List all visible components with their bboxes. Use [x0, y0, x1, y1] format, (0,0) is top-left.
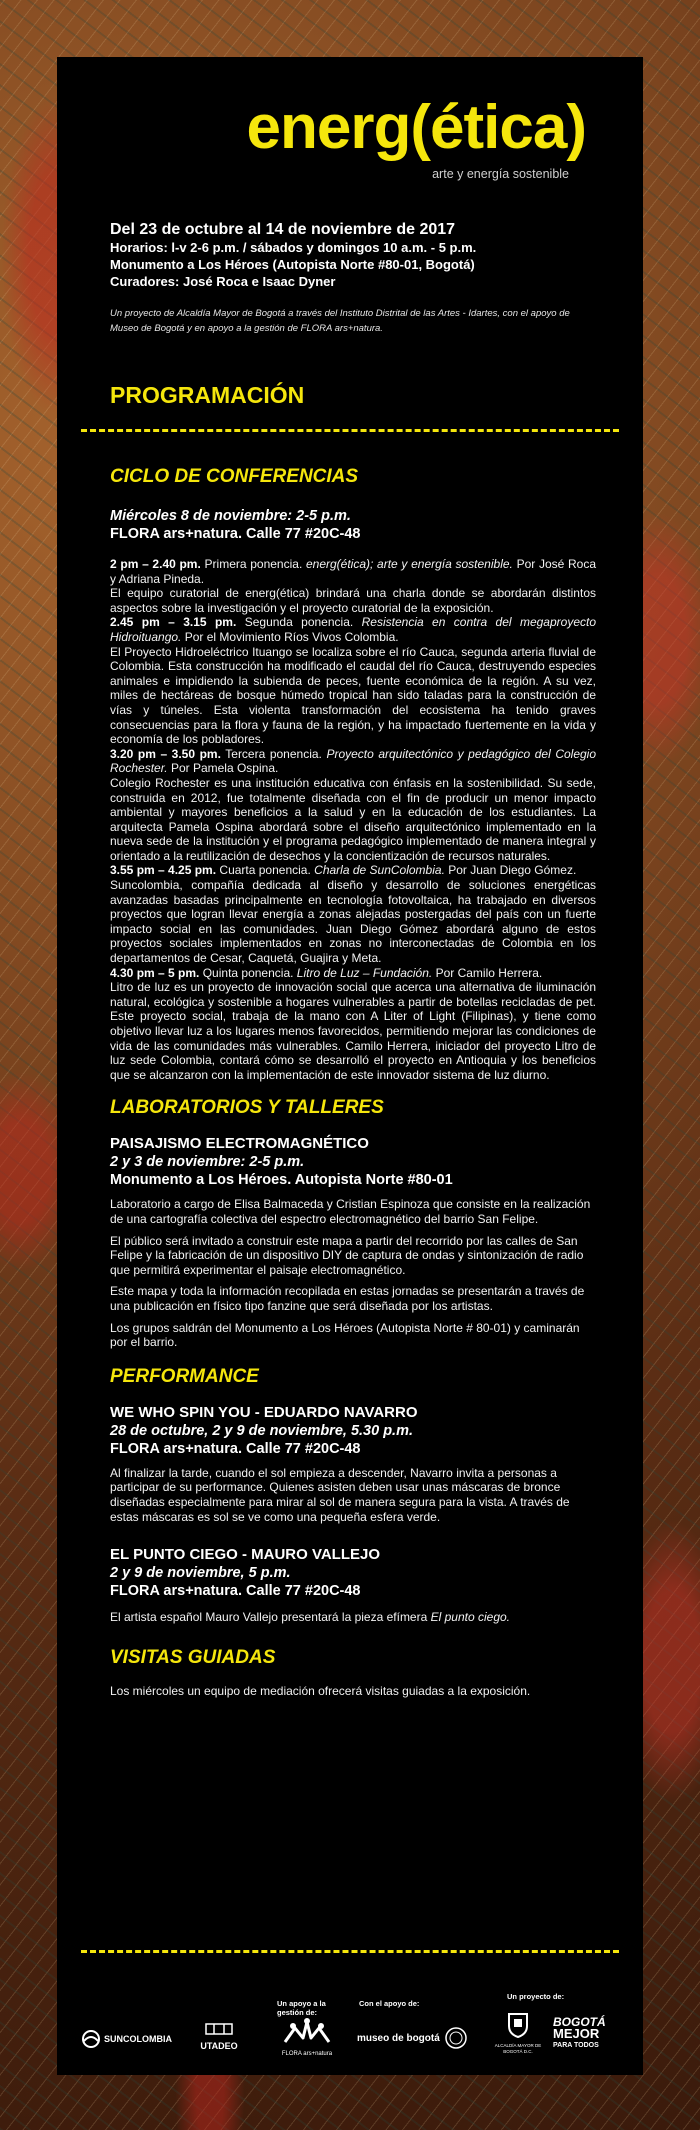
laboratorio-title: PAISAJISMO ELECTROMAGNÉTICO	[110, 1135, 369, 1153]
credits-text: Un proyecto de Alcaldía Mayor de Bogotá a través del Instituto Distrital de las Artes - Idartes, con el apoyo de Museo de Bogotá y en apoyo a la gestión de FLORA ars+natura.	[110, 308, 570, 334]
museo-bogota-logo: museo de bogotá	[357, 2026, 468, 2050]
programacion-heading: PROGRAMACIÓN	[110, 382, 305, 408]
poster-panel	[57, 57, 643, 2075]
performance-2-location: FLORA ars+natura. Calle 77 #20C-48	[110, 1583, 361, 1600]
suncolombia-logo: SUNCOLOMBIA	[81, 2029, 172, 2049]
performance-2-title: EL PUNTO CIEGO - MAURO VALLEJO	[110, 1546, 381, 1564]
exhibition-info	[110, 220, 596, 290]
exhibition-hours: Horarios: l-v 2-6 p.m. / sábados y domingos 10 a.m. - 5 p.m.	[110, 240, 477, 255]
flora-logo: FLORA ars+natura	[275, 2016, 339, 2057]
utadeo-logo: UTADEO	[194, 2022, 244, 2051]
laboratorios-heading: LABORATORIOS Y TALLERES	[110, 1097, 384, 1119]
performance-1-description: Al finalizar la tarde, cuando el sol empieza a descender, Navarro invita a personas a participar de su performance. Quienes asisten deben usar unas máscaras de bronce diseñadas especialmente para mirar al sol de manera segura para la vista. A través de estas máscaras es sol se ve como una pequeña esfera verde.	[110, 1465, 570, 1524]
sponsor-logos	[57, 1982, 643, 2072]
bogota-mejor-logo: BOGOTÁ MEJOR PARA TODOS	[553, 2015, 606, 2049]
divider-top	[81, 429, 619, 432]
utadeo-icon	[204, 2022, 234, 2036]
conferencias-talks: 2 pm – 2.40 pm. Primera ponencia. energ(ética); arte y energía sostenible. Por José Roca y Adriana Pineda. El equipo curatorial de energ(ética) brindará una charla donde se abordarán distintos aspectos sobre la investigación y el proyecto curatorial de la exposición. 2.45 pm – 3.15 pm. Segunda ponencia. Resistencia en contra del megaproyecto Hidroituango. Por el Movimiento Ríos Vivos Colombia. El Proyecto Hidroeléctrico Ituango se localiza sobre el río Cauca, segunda arteria fluvial de Colombia. Esta construcción ha modificado el caudal del río Cauca, destruyendo especies animales e impidiendo la subienda de peces, fuente económica de la región. A su vez, miles de hectáreas de bosque húmedo tropical han sido taladas para la construcción de vías y túneles. Esta violenta transformación del ecosistema ha tenido graves consecuencias para la flora y fauna de la región, y ha impactado fuertemente en la vida y economía de los pobladores. 3.20 pm – 3.50 pm. Tercera ponencia. Proyecto arquitectónico y pedagógico del Colegio Rochester. Por Pamela Ospina. Colegio Rochester es una institución educativa con énfasis en la sostenibilidad. Su sede, construida en 2012, fue totalmente diseñada con el fin de producir un menor impacto ambiental y mayores beneficios a la salud y en la educación de los estudiantes. La arquitecta Pamela Ospina abordará sobre el diseño arquitectónico implementado en la nueva sede de la institución y el programa pedagógico implementado de manera integral y orientado a la reutilización de desechos y la concientización de recursos naturales. 3.55 pm – 4.25 pm. Cuarta ponencia. Charla de SunColombia. Por Juan Diego Gómez. Suncolombia, compañía dedicada al diseño y desarrollo de soluciones energéticas avanzadas basadas principalmente en tecnología fotovoltaica, ha trabajado en diversos proyectos que logran llevar energía a zonas alejadas postergadas del país con un fuerte impacto social en las comunidades. Juan Diego Gómez abordará alguno de estos proyectos sociales implementados en zonas no interconectadas de Colombia en los departamentos de Cesar, Caquetá, Guajira y Meta. 4.30 pm – 5 pm. Quinta ponencia. Litro de Luz – Fundación. Por Camilo Herrera. Litro de luz es un proyecto de innovación social que acerca una alternativa de iluminación natural, ecológica y sostenible a hogares vulnerables a partir de botellas recicladas de pet. Este proyecto social, trabaja de la mano con A Liter of Light (Filipinas), y tiene como objetivo llevar luz a los lugares menos favorecidos, permitiendo mejorar las condiciones de vida de las comunidades más vulnerables. Camilo Herrera, iniciador del proyecto Litro de luz sede Colombia, contará cómo se desarrolló el proyecto en Antioquia y los beneficios que se alcanzaron con la implementación de este innovador sistema de luz diurno.	[110, 557, 597, 1082]
performance-1-location: FLORA ars+natura. Calle 77 #20C-48	[110, 1440, 361, 1457]
performance-1-title: WE WHO SPIN YOU - EDUARDO NAVARRO	[110, 1403, 418, 1421]
divider-bottom	[81, 1950, 619, 1953]
performance-2-date: 2 y 9 de noviembre, 5 p.m.	[110, 1565, 291, 1582]
suncolombia-icon	[81, 2029, 101, 2049]
exhibition-title: energ(ética)	[246, 93, 586, 162]
conferencias-location: FLORA ars+natura. Calle 77 #20C-48	[110, 526, 361, 542]
laboratorio-paragraph: Los grupos saldrán del Monumento a Los Héroes (Autopista Norte # 80-01) y caminarán por el barrio.	[110, 1320, 580, 1350]
performance-heading: PERFORMANCE	[110, 1365, 259, 1387]
conferencias-date: Miércoles 8 de noviembre: 2-5 p.m.	[110, 508, 351, 524]
flora-icon	[281, 2016, 333, 2046]
label-apoyo: Un apoyo a la gestión de:	[277, 1999, 326, 2017]
alcaldia-logo: ALCALDÍA MAYOR DE BOGOTÁ D.C.	[493, 2012, 543, 2055]
laboratorio-date: 2 y 3 de noviembre: 2-5 p.m.	[110, 1154, 305, 1171]
laboratorio-paragraph: Este mapa y toda la información recopilada en estas jornadas se presentarán a través de una publicación en físico tipo fanzine que será diseñada por los artistas.	[110, 1284, 585, 1313]
exhibition-dates: Del 23 de octubre al 14 de noviembre de 2017	[110, 221, 456, 238]
laboratorio-paragraph: Laboratorio a cargo de Elisa Balmaceda y Cristian Espinoza que consiste en la realización de una cartografía colectiva del espectro electromagnético del barrio San Felipe.	[110, 1197, 591, 1226]
visitas-heading: VISITAS GUIADAS	[110, 1646, 276, 1668]
laboratorio-paragraph: El público será invitado a construir este mapa a partir del recorrido por las calles de San Felipe y la fabricación de un dispositivo DIY de captura de ondas y sintonización de radio que permitirá experimentar el paisaje electromagnético.	[110, 1233, 584, 1277]
visitas-description: Los miércoles un equipo de mediación ofrecerá visitas guiadas a la exposición.	[110, 1683, 531, 1698]
laboratorio-location: Monumento a Los Héroes. Autopista Norte #80-01	[110, 1172, 453, 1189]
alcaldia-shield-icon	[507, 2012, 529, 2038]
label-con-apoyo: Con el apoyo de:	[359, 1999, 420, 2008]
program-content	[110, 465, 596, 1705]
performance-2-description: El artista español Mauro Vallejo presentará la pieza efímera El punto ciego.	[110, 1610, 511, 1625]
exhibition-subtitle: arte y energía sostenible	[432, 167, 569, 181]
performance-1-date: 28 de octubre, 2 y 9 de noviembre, 5.30 p.m.	[110, 1422, 414, 1439]
exhibition-curators: Curadores: José Roca e Isaac Dyner	[110, 274, 336, 289]
museo-seal-icon	[444, 2026, 468, 2050]
exhibition-venue: Monumento a Los Héroes (Autopista Norte #80-01, Bogotá)	[110, 257, 475, 272]
label-proyecto: Un proyecto de:	[507, 1992, 565, 2001]
conferencias-heading: CICLO DE CONFERENCIAS	[110, 466, 359, 487]
